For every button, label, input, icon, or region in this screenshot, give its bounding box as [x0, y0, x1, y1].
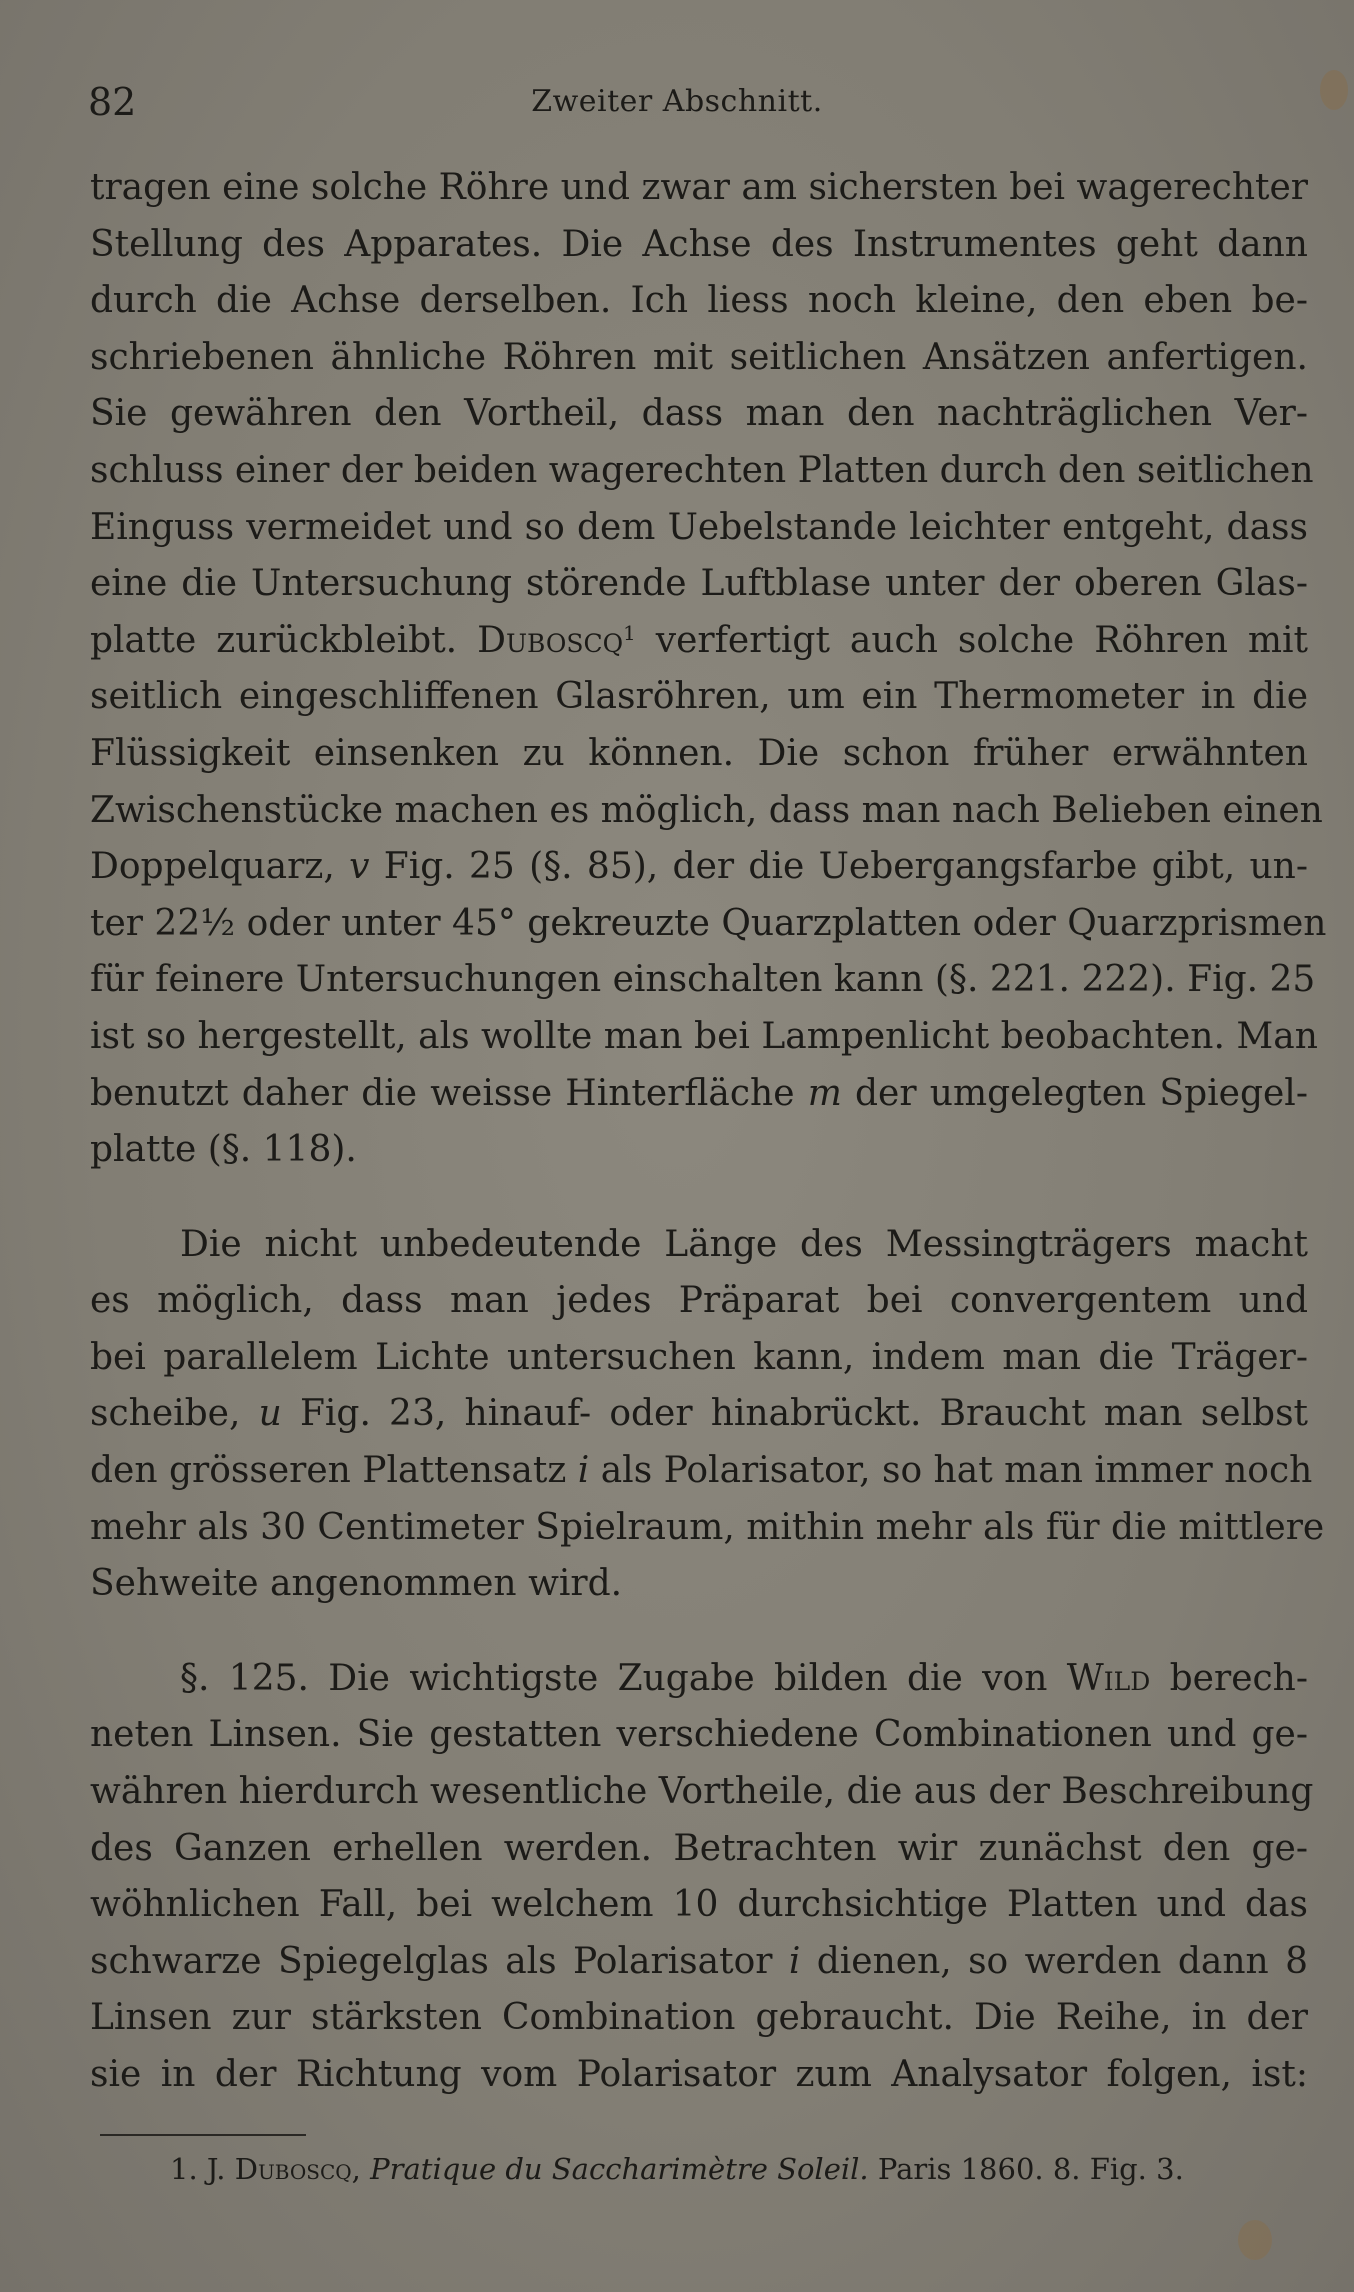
footnote-marker: 1: [623, 621, 636, 645]
text-line: sie in der Richtung vom Polarisator zum Analysator folgen, ist:: [90, 2054, 1308, 2095]
text-line: Die nicht unbedeutende Länge des Messingträgers macht: [180, 1223, 1308, 1265]
text-line: schluss einer der beiden wagerechten Platten durch den seitlichen: [90, 449, 1314, 491]
body-text: [90, 160, 1327, 2104]
footnote-rule: [100, 2134, 306, 2136]
text-line: durch die Achse derselben. Ich liess noch kleine, den eben be-: [90, 280, 1308, 322]
paragraph-3: [90, 1651, 1314, 2104]
author-name: Wild: [1066, 1657, 1151, 1699]
text-line: wöhnlichen Fall, bei welchem 10 durchsichtige Platten und das: [90, 1884, 1308, 1926]
text-run: benutzt daher die weisse Hinterfläche: [90, 1072, 795, 1114]
text-line: ter 22½ oder unter 45° gekreuzte Quarzplatten oder Quarzprismen: [90, 902, 1327, 944]
text-run: scheibe,: [90, 1393, 241, 1435]
text-line: des Ganzen erhellen werden. Betrachten wir zunächst den ge-: [90, 1827, 1308, 1869]
text-run: §. 125. Die wichtigste Zugabe bilden die von: [180, 1657, 1048, 1699]
text-line: [90, 1443, 1313, 1500]
page-header: [88, 80, 1266, 140]
figure-letter: i: [788, 1940, 801, 1982]
text-line: Einguss vermeidet und so dem Uebelstande leichter entgeht, dass: [90, 506, 1308, 548]
text-run: Doppelquarz,: [90, 846, 335, 888]
stain-bottom-right: [1238, 2220, 1272, 2260]
text-line: ist so hergestellt, als wollte man bei Lampenlicht beobachten. Man: [90, 1015, 1318, 1057]
paragraph-1: [90, 160, 1327, 1179]
text-line: neten Linsen. Sie gestatten verschiedene Combinationen und ge-: [90, 1714, 1308, 1756]
text-line: Linsen zur stärksten Combination gebraucht. Die Reihe, in der: [90, 1997, 1308, 2039]
text-run: verfertigt auch solche Röhren mit: [655, 619, 1308, 661]
running-head: Zweiter Abschnitt.: [531, 84, 823, 119]
text-line: Sie gewähren den Vortheil, dass man den nachträglichen Ver-: [90, 393, 1308, 435]
author-name: Duboscq: [477, 619, 624, 661]
text-line: es möglich, dass man jedes Präparat bei convergentem und: [90, 1280, 1308, 1322]
footnote-rest: Paris 1860. 8. Fig. 3.: [877, 2152, 1184, 2186]
text-line: eine die Untersuchung störende Luftblase unter der oberen Glas-: [90, 563, 1308, 605]
text-run: den grösseren Plattensatz: [90, 1450, 567, 1492]
footnote-number: 1. J.: [170, 2152, 226, 2186]
text-line: bei parallelem Lichte untersuchen kann, indem man die Träger-: [90, 1336, 1308, 1378]
figure-letter: m: [807, 1072, 842, 1114]
text-line: [90, 839, 1308, 896]
stain-top-right: [1320, 70, 1348, 110]
figure-letter: v: [349, 846, 370, 888]
text-line: [90, 1066, 1308, 1123]
footnote: [170, 2152, 1184, 2186]
text-line: für feinere Untersuchungen einschalten kann (§. 221. 222). Fig. 25: [90, 959, 1316, 1001]
text-line: [90, 1934, 1308, 1991]
paragraph-2: [90, 1217, 1325, 1613]
page-number: 82: [88, 80, 137, 124]
text-line: Sehweite angenommen wird.: [90, 1563, 623, 1605]
text-line: Zwischenstücke machen es möglich, dass man nach Belieben einen: [90, 789, 1323, 831]
text-run: Fig. 25 (§. 85), der die Uebergangsfarbe gibt, un-: [383, 846, 1308, 888]
text-line: [90, 1651, 1308, 1708]
figure-letter: i: [577, 1450, 590, 1492]
text-line: tragen eine solche Röhre und zwar am sichersten bei wagerechter: [90, 167, 1308, 208]
text-line: Stellung des Apparates. Die Achse des Instrumentes geht dann: [90, 223, 1308, 265]
text-line: mehr als 30 Centimeter Spielraum, mithin mehr als für die mittlere: [90, 1506, 1325, 1548]
paragraph-gap: [90, 1179, 1308, 1217]
text-run: als Polarisator, so hat man immer noch: [600, 1450, 1313, 1492]
text-run: berech-: [1169, 1657, 1309, 1699]
text-line: schriebenen ähnliche Röhren mit seitlichen Ansätzen anfertigen.: [90, 336, 1308, 378]
text-line: seitlich eingeschliffenen Glasröhren, um ein Thermometer in die: [90, 676, 1308, 718]
text-run: Fig. 23, hinauf- oder hinabrückt. Braucht man selbst: [299, 1393, 1309, 1435]
text-run: der umgelegten Spiegel-: [855, 1072, 1308, 1114]
text-line: platte (§. 118).: [90, 1129, 357, 1171]
figure-letter: u: [258, 1393, 282, 1435]
text-line: Flüssigkeit einsenken zu können. Die schon früher erwähnten: [90, 732, 1308, 774]
paragraph-gap: [90, 1613, 1308, 1651]
footnote-title: Pratique du Saccharimètre Soleil.: [370, 2152, 869, 2186]
text-line: [90, 1386, 1308, 1443]
footnote-author: Duboscq,: [234, 2152, 361, 2186]
text-run: schwarze Spiegelglas als Polarisator: [90, 1940, 773, 1982]
text-line: währen hierdurch wesentliche Vortheile, die aus der Beschreibung: [90, 1771, 1314, 1813]
text-run: platte zurückbleibt.: [90, 619, 458, 661]
text-line: [90, 613, 1308, 670]
text-run: dienen, so werden dann 8: [816, 1940, 1308, 1982]
